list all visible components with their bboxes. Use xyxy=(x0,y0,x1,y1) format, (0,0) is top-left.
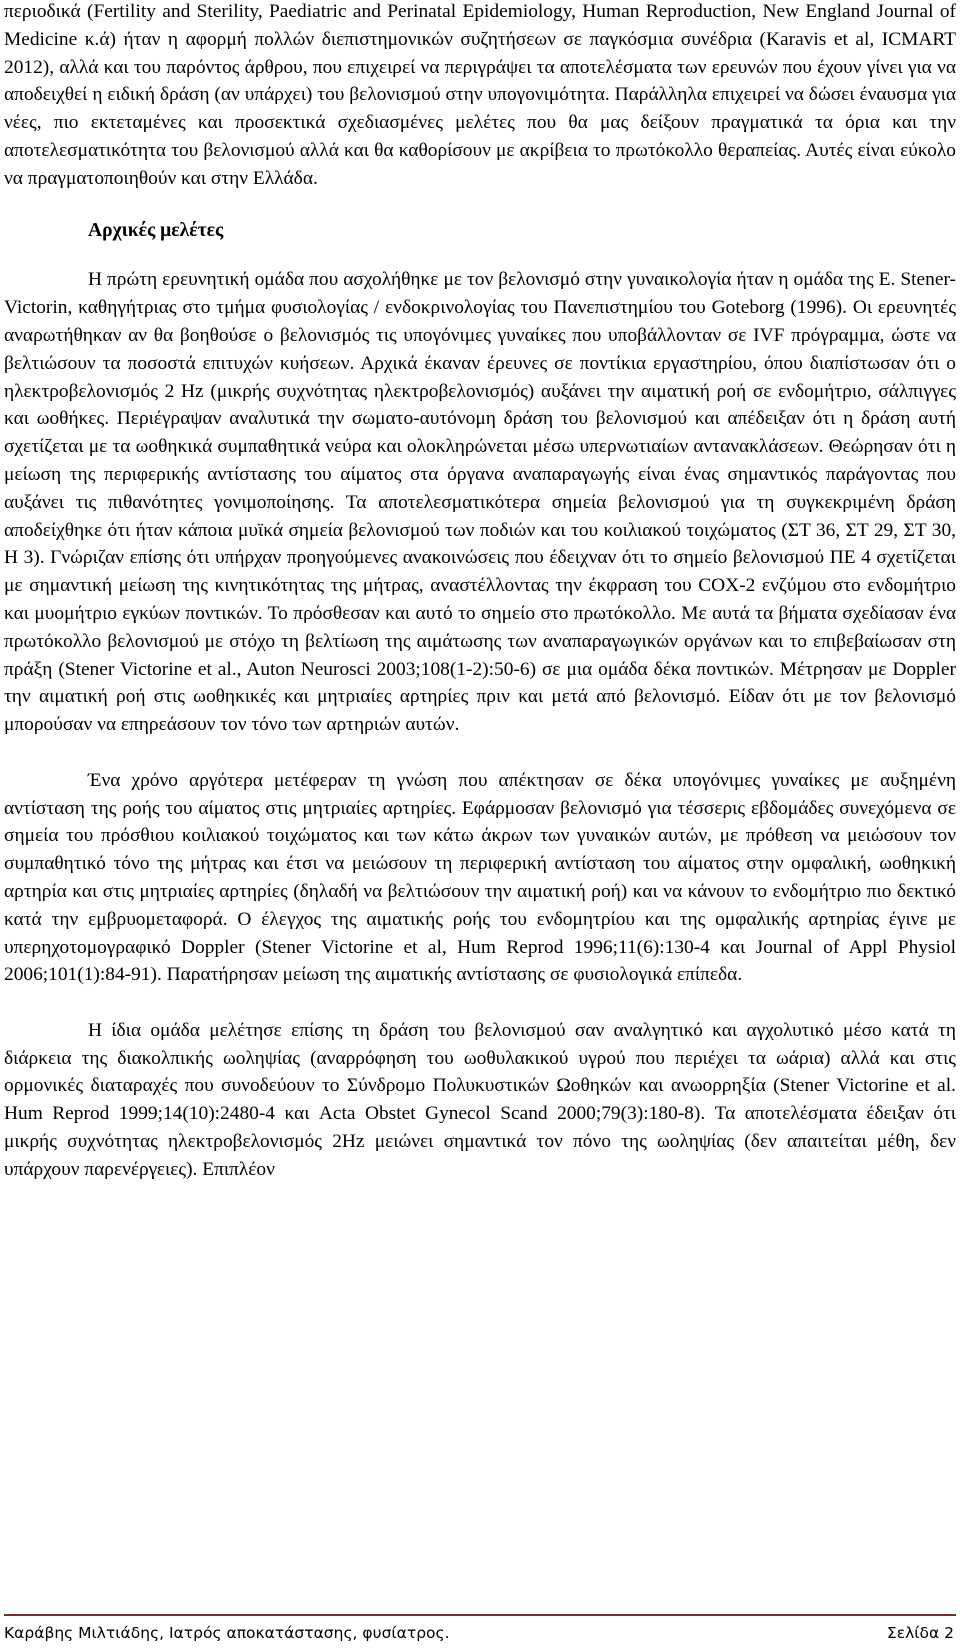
section-heading: Αρχικές μελέτες xyxy=(88,219,224,241)
paragraph-same-group: Η ίδια ομάδα μελέτησε επίσης τη δράση του βελονισμού σαν αναλγητικό και αγχολυτικό μέσο κατά τη διάρκεια της διακολπικής ωοληψίας (αναρρόφηση του ωοθυλακικού υγρού που περιέχει τα ωάρια) αλλά και στις ορμονικές διαταραχές που συνοδεύουν το Σύνδρομο Πολυκυστικών Ωοθηκών και ανωορρηξία (Stener Victorine et al. Hum Reprod 1999;14(10):2480-4 και Acta Obstet Gynecol Scand 2000;79(3):180-8). Τα αποτελέσματα έδειξαν ότι μικρής συχνότητας ηλεκτροβελονισμός 2Hz μειώνει σημαντικά τον πόνο της ωοληψίας (δεν απαιτείται μέθη, δεν υπάρχουν παρενέργειες). Επιπλέον xyxy=(4,1019,956,1180)
paragraph-spacer xyxy=(4,989,956,1017)
paragraph-continuation: περιοδικά (Fertility and Sterility, Paediatric and Perinatal Epidemiology, Human Reproduction, New England Journal of Medicine κ.ά) ήταν η αφορμή πολλών διεπιστημονικών συζητήσεων σε παγκόσμια συνέδρια (Karavis et al, ICMART 2012), αλλά και του παρόντος άρθρου, που επιχειρεί να περιγράψει τα αποτελέσματα των ερευνών που έχουν γίνει για να αποδειχθεί η ειδική δράση (αν υπάρχει) του βελονισμού στην υπογονιμότητα. Παράλληλα επιχειρεί να δώσει έναυσμα για νέες, πιο εκτεταμένες και προσεκτικά σχεδιασμένες μελέτες που θα μας δείξουν πραγματικά τα όρια και την αποτελεσματικότητα του βελονισμού αλλά και θα καθορίσουν με ακρίβεια το πρωτόκολλο θεραπείας. Αυτές είναι εύκολο να πραγματοποιηθούν και στην Ελλάδα. xyxy=(4,1,956,189)
footer-divider xyxy=(4,1614,956,1616)
paragraph-initial-studies: Η πρώτη ερευνητική ομάδα που ασχολήθηκε με τον βελονισμό στην γυναικολογία ήταν η ομάδα της E. Stener-Victorin, καθηγήτριας στο τμήμα φυσιολογίας / ενδοκρινολογίας του Πανεπιστημίου του Goteborg (1996). Οι ερευνητές αναρωτήθηκαν αν θα βοηθούσε ο βελονισμός τις υπογόνιμες γυναίκες που υποβάλλονταν σε IVF πρόγραμμα, ώστε να βελτιώσουν τα ποσοστά επιτυχών κυήσεων. Αρχικά έκαναν έρευνες σε ποντίκια εργαστηρίου, όπου διαπίστωσαν ότι ο ηλεκτροβελονισμός 2 Hz (μικρής συχνότητας ηλεκτροβελονισμός) αυξάνει την αιματική ροή σε ενδομήτριο, σάλπιγγες και ωοθήκες. Περιέγραψαν αναλυτικά την σωματο-αυτόνομη δράση του βελονισμού και απέδειξαν ότι η δράση αυτή σχετίζεται με τα ωοθηκικά συμπαθητικά νεύρα και ολοκληρώνεται μέσω υπερνωτιαίων αντανακλάσεων. Θεώρησαν ότι η μείωση της περιφερικής αντίστασης του αίματος στα όργανα αναπαραγωγής είναι ένας σημαντικός παράγοντας που αυξάνει τις πιθανότητες γονιμοποίησης. Τα αποτελεσματικότερα σημεία βελονισμού για τη συγκεκριμένη δράση αποδείχθηκε ότι ήταν κάποια μυϊκά σημεία βελονισμού των ποδιών και του κοιλιακού τοιχώματος (ΣΤ 36, ΣΤ 29, ΣΤ 30, Η 3). Γνώριζαν επίσης ότι υπήρχαν προηγούμενες ανακοινώσεις που έδειχναν ότι το σημείο βελονισμού ΠΕ 4 σχετίζεται με σημαντική μείωση της κινητικότητας της μήτρας, αναστέλλοντας την έκφραση του COX-2 ενζύμου στο ενδομήτριο και μυομήτριο εγκύων ποντικών. Το πρόσθεσαν και αυτό το σημείο στο πρωτόκολλο. Με αυτά τα βήματα σχεδίασαν ένα πρωτόκολλο βελονισμού με στόχο τη βελτίωση της αιμάτωσης των αναπαραγωγικών οργάνων και το επιβεβαίωσαν στη πράξη (Stener Victorine et al., Auton Neurosci 2003;108(1-2):50-6) σε μια ομάδα δέκα ποντικών. Μέτρησαν με Doppler την αιματική ροή στις ωοθηκικές και μητριαίες αρτηρίες πριν και μετά από βελονισμό. Είδαν ότι με τον βελονισμό μπορούσαν να επηρεάσουν τον τόνο των αρτηριών αυτών. xyxy=(4,269,956,736)
footer-page-number: Σελίδα 2 xyxy=(886,1624,954,1642)
page-footer xyxy=(4,1622,956,1644)
page-body xyxy=(4,0,956,1184)
paragraph-one-year-later: Ένα χρόνο αργότερα μετέφεραν τη γνώση που απέκτησαν σε δέκα υπογόνιμες γυναίκες με αυξημένη αντίσταση της ροής του αίματος στις μητριαίες αρτηρίες. Εφάρμοσαν βελονισμό για τέσσερις εβδομάδες συνεχόμενα σε σημεία του πρόσθιου κοιλιακού τοιχώματος και των κάτω άκρων των γυναικών αυτών, με πρόθεση να μειώσουν τον συμπαθητικό τόνο της μήτρας και έτσι να μειώσουν τη περιφερική αντίσταση του αίματος στην ομφαλική, ωοθηκική αρτηρία και στις μητριαίες αρτηρίες (δηλαδή να βελτιώσουν την αιματική ροή) και να κάνουν το ενδομήτριο πιο δεκτικό κατά την εμβρυομεταφορά. Ο έλεγχος της αιματικής ροής του ενδομητρίου και της ομφαλικής αρτηρίας έγινε με υπερηχοτομογραφικό Doppler (Stener Victorine et al, Hum Reprod 1996;11(6):130-4 και Journal of Appl Physiol 2006;101(1):84-91). Παρατήρησαν μείωση της αιματικής αντίστασης σε φυσιολογικά επίπεδα. xyxy=(4,769,956,986)
paragraph-spacer xyxy=(4,739,956,767)
footer-author: Καράβης Μιλτιάδης, Ιατρός αποκατάστασης, φυσίατρος. xyxy=(4,1624,450,1642)
